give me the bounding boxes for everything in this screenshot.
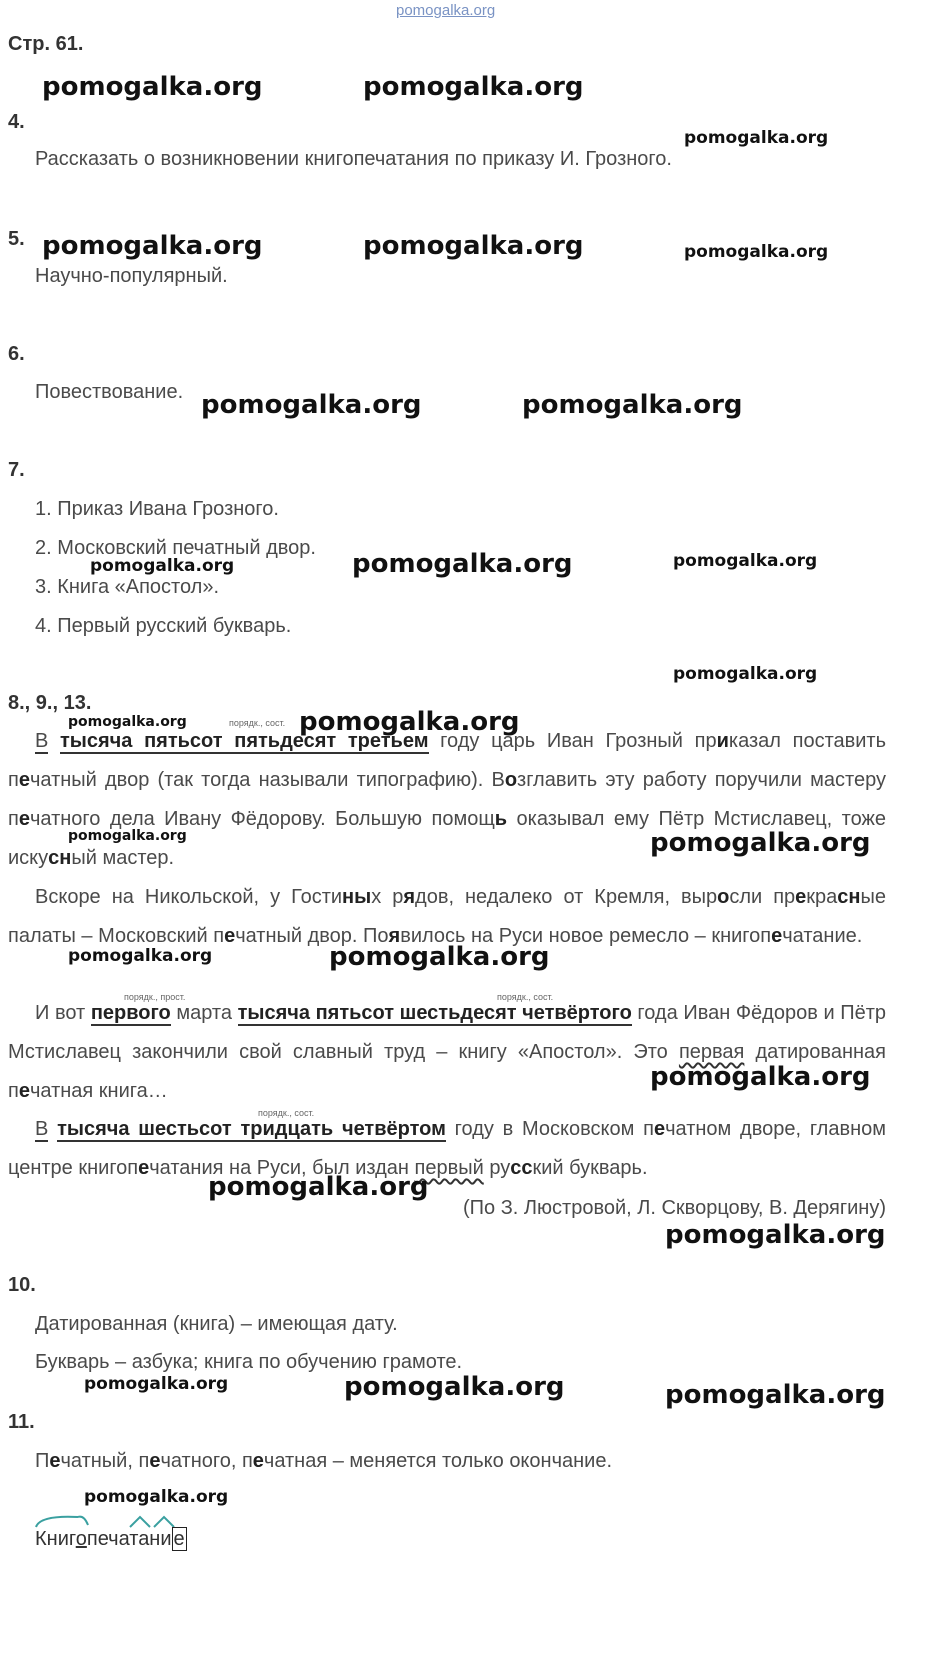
grammar-note: порядк., прост. (124, 992, 186, 1002)
numeral-underlined: тысяча пятьсот пятьдесят третьем (60, 730, 429, 752)
watermark: pomogalka.org (68, 946, 213, 966)
watermark: pomogalka.org (363, 72, 584, 102)
watermark: pomogalka.org (650, 1062, 871, 1092)
watermark: pomogalka.org (344, 1372, 565, 1402)
exercise-4-text: Рассказать о возникновении книгопечатания по приказу И. Грозного. (35, 148, 672, 170)
exercise-11-line: Печатный, печатного, печатная – меняется только окончание. (35, 1450, 613, 1472)
watermark: pomogalka.org (68, 828, 187, 844)
definition-line: Датированная (книга) – имеющая дату. (35, 1313, 398, 1335)
watermark: pomogalka.org (208, 1172, 429, 1202)
grammar-note: порядк., сост. (258, 1108, 315, 1118)
watermark: pomogalka.org (673, 551, 818, 571)
exercise-5-text: Научно-популярный. (35, 265, 228, 287)
exercise-10-number: 10. (8, 1274, 36, 1296)
watermark: pomogalka.org (299, 707, 520, 737)
watermark: pomogalka.org (201, 390, 422, 420)
watermark: pomogalka.org (650, 828, 871, 858)
watermark: pomogalka.org (363, 231, 584, 261)
morpheme-word: Книгопечатани е (35, 1528, 185, 1550)
grammar-note: порядк., сост. (229, 718, 286, 728)
text-paragraph-3: И вот первого марта тысяча пятьсот шестьдесят четвёртого года Иван Фёдоров и Пётр Мстиславец закончили свой славный труд – книгу «Апостол». Это первая датированная печатная книга… (8, 1002, 886, 1102)
watermark: pomogalka.org (522, 390, 743, 420)
plan-item: 1. Приказ Ивана Грозного. (35, 498, 279, 520)
text-paragraph-4: В тысяча шестьсот тридцать четвёртом году в Московском печатном дворе, главном центре книгопечатания на Руси, был издан первый русский букварь. (8, 1118, 887, 1179)
exercise-8-9-13-number: 8., 9., 13. (8, 692, 92, 714)
plan-item: 3. Книга «Апостол». (35, 576, 220, 598)
page-title: Стр. 61. (8, 33, 84, 55)
plan-item: 4. Первый русский букварь. (35, 615, 292, 637)
exercise-6-text: Повествование. (35, 381, 184, 403)
watermark: pomogalka.org (329, 942, 550, 972)
watermark: pomogalka.org (684, 242, 829, 262)
ending-box: е (173, 1528, 185, 1550)
definition-line: Букварь – азбука; книга по обучению грамоте. (35, 1351, 463, 1373)
exercise-6-number: 6. (8, 343, 25, 365)
exercise-5-number: 5. (8, 228, 25, 250)
text-source: (По З. Люстровой, Л. Скворцову, В. Дерягину) (463, 1197, 886, 1219)
exercise-7-number: 7. (8, 459, 25, 481)
watermark: pomogalka.org (42, 231, 263, 261)
watermark: pomogalka.org (665, 1380, 886, 1410)
text-paragraph-2: Вскоре на Никольской, у Гостиных рядов, недалеко от Кремля, выросли прекрасные палаты – Московский печатный двор. Появилось на Руси новое ремесло – книгопечатание. (8, 886, 886, 947)
text-paragraph-1: В тысяча пятьсот пятьдесят третьем году царь Иван Грозный приказал поставить печатный двор (так тогда называли типографию). Возглавить эту работу поручили мастеру печатного дела Ивану Фёдорову. Большую помощь оказывал ему Пётр Мстиславец, тоже искусный мастер. (8, 730, 887, 869)
watermark: pomogalka.org (684, 128, 829, 148)
exercise-11-number: 11. (8, 1411, 35, 1433)
watermark: pomogalka.org (352, 549, 573, 579)
watermark: pomogalka.org (665, 1220, 886, 1250)
grammar-note: порядк., сост. (497, 992, 554, 1002)
plan-item: 2. Московский печатный двор. (35, 537, 316, 559)
exercise-4-number: 4. (8, 111, 25, 133)
watermark: pomogalka.org (84, 1374, 229, 1394)
top-watermark: pomogalka.org (396, 2, 496, 19)
watermark: pomogalka.org (84, 1487, 229, 1507)
watermark: pomogalka.org (42, 72, 263, 102)
watermark: pomogalka.org (673, 664, 818, 684)
watermark: pomogalka.org (68, 714, 187, 730)
watermark: pomogalka.org (90, 556, 235, 576)
